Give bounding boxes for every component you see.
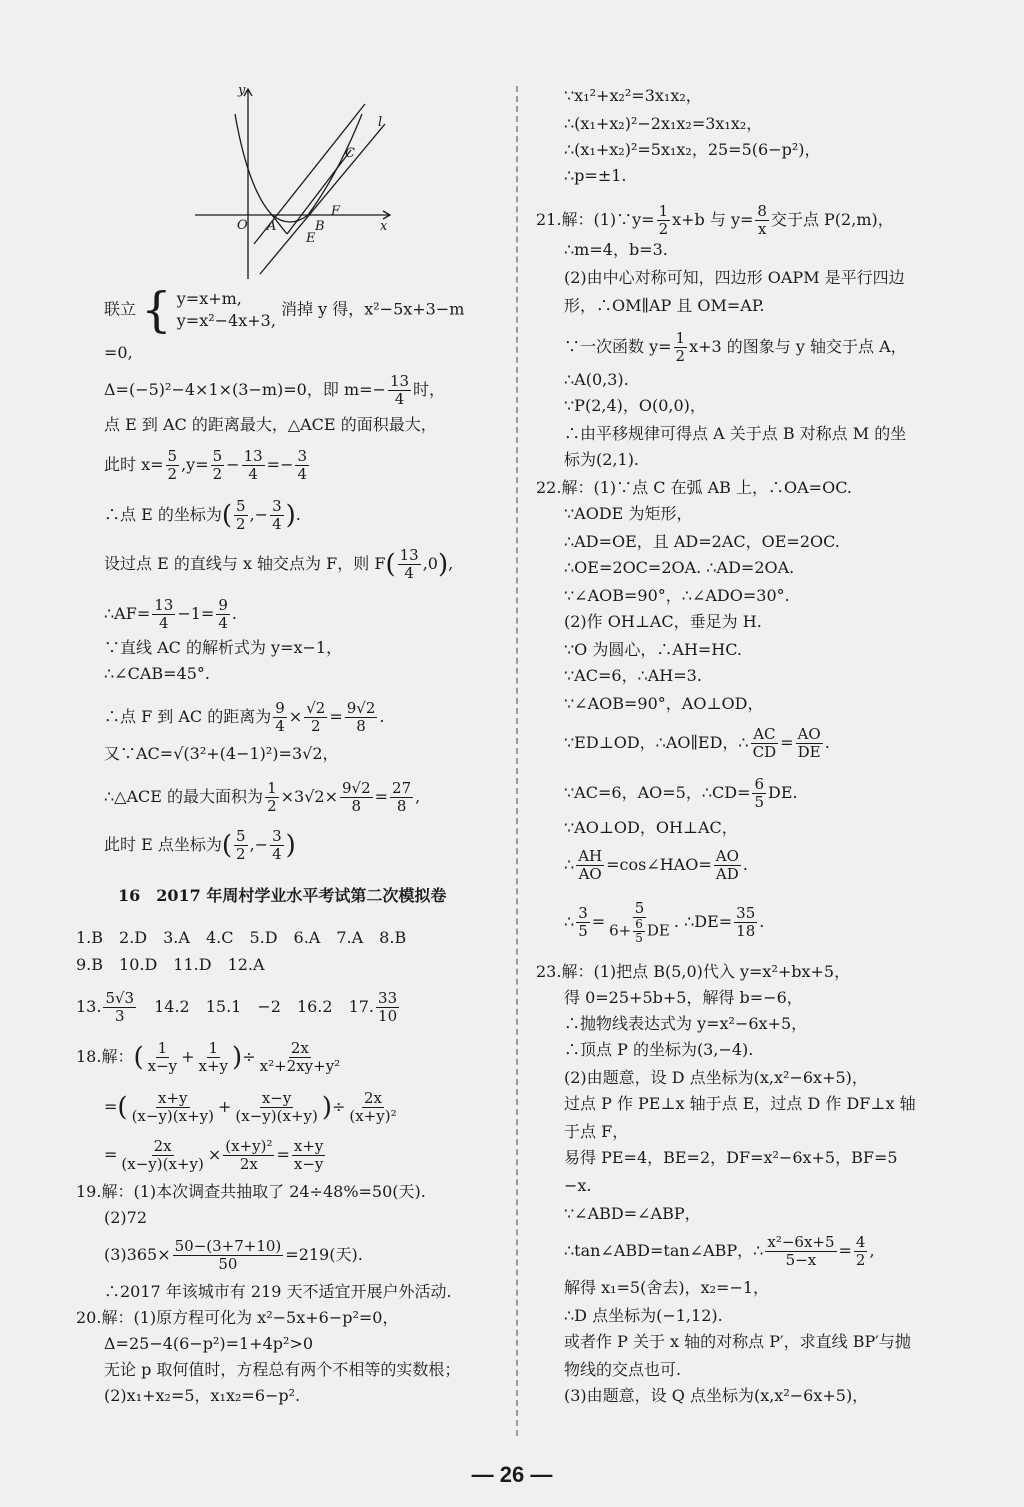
- t: ∵ED⊥OD，∴AO∥ED，∴: [564, 733, 749, 752]
- text-line: ∵∠AOB=90°，AO⊥OD，: [564, 694, 764, 713]
- line-area: [104, 780, 420, 815]
- den: x−y: [293, 1155, 324, 1173]
- text-line: ∵AODE 为矩形，: [564, 504, 693, 523]
- num: x−y: [261, 1089, 292, 1107]
- den: [607, 918, 672, 945]
- t: ,: [415, 787, 421, 806]
- den: CD: [752, 743, 777, 761]
- den: DE: [797, 743, 821, 761]
- num: 13: [389, 372, 410, 390]
- t: .: [231, 604, 237, 623]
- q22-line-10: [564, 726, 830, 761]
- frac: [234, 498, 248, 533]
- text-line: ∵直线 AC 的解析式为 y=x−1，: [104, 638, 343, 657]
- answers-row-3: [76, 990, 401, 1025]
- text-line: 解得 x₁=5(舍去)，x₂=−1，: [564, 1278, 770, 1297]
- t: ,0: [422, 554, 438, 573]
- num: 5: [167, 447, 178, 465]
- line-distance: [104, 700, 384, 735]
- den: 5−x: [785, 1251, 817, 1269]
- t: 13.: [76, 997, 102, 1016]
- num: AH: [578, 847, 603, 865]
- num: 2x: [363, 1089, 382, 1107]
- frac: [576, 905, 590, 940]
- text-line: 或者作 P 关于 x 轴的对称点 P′，求直线 BP′与抛: [564, 1332, 911, 1351]
- den: 5: [754, 793, 765, 811]
- frac: [752, 776, 766, 811]
- t: ÷: [331, 1097, 346, 1116]
- text-line: Δ=25−4(6−p²)=1+4p²>0: [104, 1334, 314, 1353]
- t: =219(天).: [285, 1245, 363, 1264]
- den: 2: [167, 465, 178, 483]
- t: .: [759, 912, 765, 931]
- t: ,−: [249, 835, 269, 854]
- t: =−: [266, 455, 294, 474]
- label-l: l: [378, 115, 383, 130]
- den: (x+y)²: [349, 1107, 397, 1125]
- line-e-coord: [104, 498, 301, 533]
- text-line: ∴顶点 P 的坐标为(3,−4).: [564, 1040, 754, 1059]
- num: 9√2: [346, 699, 376, 717]
- answers-row-2: 9.B 10.D 11.D 12.A: [76, 955, 265, 974]
- den: 4: [297, 465, 308, 483]
- frac: [714, 848, 741, 883]
- frac: [173, 1238, 284, 1273]
- num: 5√3: [105, 989, 135, 1007]
- frac: [146, 1040, 180, 1075]
- t: =cos∠HAO=: [606, 855, 712, 874]
- frac: [234, 828, 248, 863]
- q22-line-14: [564, 900, 764, 945]
- text-line: ∴(x₁+x₂)²=5x₁x₂，25=5(6−p²)，: [564, 140, 821, 159]
- t: ×: [207, 1145, 222, 1164]
- paren: ): [285, 500, 296, 531]
- frac: [166, 448, 180, 483]
- paren: ): [437, 549, 449, 580]
- text-line: (2)作 OH⊥AC，垂足为 H.: [564, 612, 762, 631]
- num: 8: [757, 202, 767, 220]
- frac: [223, 1138, 274, 1173]
- text-line: 标为(2,1).: [564, 450, 640, 469]
- text-line: 23.解：(1)把点 B(5,0)代入 y=x²+bx+5，: [536, 962, 851, 981]
- frac: [607, 900, 672, 945]
- q18-line-3: [104, 1138, 327, 1173]
- den: 4: [275, 717, 285, 735]
- frac: [265, 780, 279, 815]
- num: AC: [753, 725, 776, 743]
- q21-line-5: [564, 330, 907, 365]
- parabola-figure: [190, 84, 400, 284]
- num: 33: [378, 989, 398, 1007]
- num: 50−(3+7+10): [174, 1237, 282, 1255]
- t: 设过点 E 的直线与 x 轴交点为 F，则 F: [104, 554, 386, 573]
- den: 2: [212, 465, 223, 483]
- frac: [633, 918, 645, 945]
- den: 2: [855, 1251, 866, 1269]
- t: .: [742, 855, 748, 874]
- t: =: [591, 912, 606, 931]
- t: ∴: [564, 855, 575, 874]
- num: 2x: [153, 1137, 172, 1155]
- num: AO: [715, 847, 739, 865]
- t: .: [295, 505, 301, 524]
- den: x−y: [147, 1057, 178, 1075]
- text-line: 19.解：(1)本次调查共抽取了 24÷48%=50(天).: [76, 1182, 426, 1201]
- paren: ): [232, 1042, 243, 1073]
- label-a: A: [267, 219, 277, 234]
- frac: [233, 1090, 319, 1125]
- page-number: — 26 —: [471, 1462, 553, 1487]
- text-line: 易得 PE=4，BE=2，DF=x²−6x+5，BF=5: [564, 1148, 898, 1167]
- t: 交于点 P(2,m)，: [770, 210, 894, 229]
- text-line: 无论 p 取何值时，方程总有两个不相等的实数根；: [104, 1360, 461, 1379]
- frac: [674, 330, 688, 365]
- text-line: ∴2017 年该城市有 219 天不适宜开展户外活动.: [104, 1282, 452, 1301]
- num: 9: [218, 596, 228, 614]
- frac: [388, 373, 411, 408]
- frac: [258, 1040, 343, 1075]
- t: 此时 E 点坐标为: [104, 835, 222, 854]
- t: ∴△ACE 的最大面积为: [104, 787, 264, 806]
- t: ×3√2×: [280, 787, 338, 806]
- frac: [755, 203, 769, 238]
- num: 6: [754, 775, 765, 793]
- text-line: ∵AO⊥OD，OH⊥AC，: [564, 818, 738, 837]
- t: ∴AF=: [104, 604, 151, 623]
- den: 8: [396, 797, 407, 815]
- text-line: (2)x₁+x₂=5，x₁x₂=6−p².: [104, 1386, 301, 1405]
- section-title: 16 2017 年周村学业水平考试第二次模拟卷: [118, 886, 447, 905]
- frac: [340, 780, 373, 815]
- frac: [295, 448, 309, 483]
- t: +: [217, 1097, 232, 1116]
- q22-line-11: [564, 776, 798, 811]
- text-line: ∴(x₁+x₂)²−2x₁x₂=3x₁x₂，: [564, 114, 763, 133]
- text-line: (2)由中心对称可知，四边形 OAPM 是平行四边: [564, 268, 905, 287]
- t: =: [838, 1241, 852, 1260]
- text: 联立: [104, 299, 137, 319]
- num: 13: [399, 546, 419, 564]
- t: 6+: [609, 921, 632, 940]
- text-line: ∴m=4，b=3.: [564, 240, 668, 259]
- num: (x+y)²: [225, 1137, 273, 1155]
- frac: [854, 1234, 868, 1269]
- t: 21.解：(1)∵y=: [536, 210, 655, 229]
- t: x+b 与 y=: [672, 210, 754, 229]
- line-xy: [104, 448, 311, 483]
- num: 1: [658, 202, 669, 220]
- den: 4: [272, 845, 282, 863]
- t: ∵一次函数 y=: [564, 337, 672, 356]
- frac: [390, 780, 413, 815]
- den: (x−y)(x+y): [131, 1107, 214, 1125]
- t: ,y=: [181, 455, 209, 474]
- t: 14.2 15.1 −2 16.2 17.: [138, 997, 375, 1016]
- den: AO: [578, 865, 602, 883]
- den: 4: [159, 614, 169, 632]
- t: ,−: [249, 505, 269, 524]
- text-line: 于点 F，: [564, 1122, 629, 1141]
- den: 8: [351, 797, 362, 815]
- eq1: y=x+m,: [176, 289, 242, 308]
- den: 2: [236, 515, 246, 533]
- text-line: ∵P(2,4)，O(0,0)，: [564, 396, 706, 415]
- t: ,: [869, 1241, 875, 1260]
- line-f-def: [104, 547, 453, 582]
- text-line: ∴D 点坐标为(−1,12).: [564, 1306, 723, 1325]
- num: 5: [212, 447, 223, 465]
- t: (3)365×: [104, 1245, 171, 1264]
- num: 27: [392, 779, 412, 797]
- frac: [376, 990, 399, 1025]
- q18-line-1: [76, 1040, 344, 1075]
- text-line: =0,: [104, 343, 133, 362]
- paren: (: [133, 1042, 144, 1073]
- line-af: [104, 597, 237, 632]
- label-b: B: [315, 219, 325, 234]
- frac: [211, 448, 225, 483]
- label-e: E: [306, 231, 316, 246]
- column-divider: [516, 86, 518, 1436]
- num: 6: [635, 917, 643, 931]
- t: ÷: [242, 1047, 256, 1066]
- frac: [304, 700, 327, 735]
- frac: [152, 597, 175, 632]
- text-line: ∴p=±1.: [564, 166, 627, 185]
- paren: (: [221, 500, 233, 531]
- label-x: x: [380, 219, 388, 234]
- frac: [345, 700, 378, 735]
- q23-line-11: [564, 1234, 875, 1269]
- text-line: ∴由平移规律可得点 A 关于点 B 对称点 M 的坐: [564, 424, 907, 443]
- t: ∴tan∠ABD=tan∠ABP，∴: [564, 1241, 764, 1260]
- t: =: [329, 707, 343, 726]
- den: 2: [658, 220, 669, 238]
- paren: ): [285, 830, 296, 861]
- num: 5: [634, 899, 645, 917]
- den: x+y: [198, 1057, 229, 1075]
- num: 13: [154, 596, 174, 614]
- frac: [734, 905, 757, 940]
- den: x: [757, 220, 767, 238]
- text-line: ∴A(0,3).: [564, 370, 629, 389]
- t: +: [181, 1047, 195, 1066]
- text-line: (3)由题意，设 Q 点坐标为(x,x²−6x+5)，: [564, 1386, 869, 1405]
- num: 1: [208, 1039, 219, 1057]
- den: 4: [248, 465, 258, 483]
- t: DE: [646, 921, 670, 940]
- num: 3: [297, 447, 308, 465]
- den: 4: [404, 564, 414, 582]
- label-o: O: [237, 218, 248, 233]
- t: Δ=(−5)²−4×1×(3−m)=0，即 m=−: [104, 380, 386, 399]
- t: .: [824, 733, 830, 752]
- t: ×: [288, 707, 303, 726]
- num: 3: [272, 497, 282, 515]
- text-line: ∴∠CAB=45°.: [104, 664, 210, 683]
- label-y: y: [238, 84, 246, 98]
- frac: [103, 990, 136, 1025]
- text-line: 物线的交点也可.: [564, 1360, 682, 1379]
- num: 3: [272, 827, 282, 845]
- frac: [657, 203, 671, 238]
- t: . ∴DE=: [673, 912, 733, 931]
- t: =: [104, 1145, 118, 1164]
- den: 50: [218, 1255, 238, 1273]
- num: 1: [267, 779, 277, 797]
- num: 1: [675, 329, 686, 347]
- num: 4: [855, 1233, 866, 1251]
- frac: [242, 448, 265, 483]
- label-c: C: [345, 146, 355, 161]
- t: ,: [448, 554, 454, 573]
- num: 35: [736, 904, 756, 922]
- text-line: 22.解：(1)∵点 C 在弧 AB 上，∴OA=OC.: [536, 478, 852, 497]
- den: x²+2xy+y²: [259, 1057, 341, 1075]
- frac: [273, 700, 287, 735]
- t: 18.解：: [76, 1047, 134, 1066]
- text-line: ∴抛物线表达式为 y=x²−6x+5，: [564, 1014, 808, 1033]
- t: 时，: [413, 380, 446, 399]
- text-line: ∵x₁²+x₂²=3x₁x₂，: [564, 86, 702, 105]
- t: ∴点 E 的坐标为: [104, 505, 222, 524]
- t: 此时 x=: [104, 455, 164, 474]
- q18-line-2: [104, 1090, 401, 1125]
- den: 2: [267, 797, 277, 815]
- t: .: [379, 707, 385, 726]
- num: 1: [157, 1039, 168, 1057]
- num: 5: [236, 827, 246, 845]
- frac: [216, 597, 230, 632]
- text-line: ∵AC=6，∴AH=3.: [564, 666, 702, 685]
- system: [177, 288, 276, 332]
- num: 9√2: [341, 779, 371, 797]
- line-simultaneous: [104, 282, 465, 338]
- den: 4: [218, 614, 228, 632]
- frac: [347, 1090, 398, 1125]
- t: =: [780, 733, 794, 752]
- frac: [119, 1138, 205, 1173]
- num: 2x: [290, 1039, 309, 1057]
- t: =: [374, 787, 389, 806]
- text-line: ∵∠ABD=∠ABP，: [564, 1204, 701, 1223]
- text-line: 点 E 到 AC 的距离最大，△ACE 的面积最大，: [104, 415, 437, 434]
- text-line: ∵O 为圆心，∴AH=HC.: [564, 640, 743, 659]
- t: ∴点 F 到 AC 的距离为: [104, 707, 272, 726]
- text-line: 20.解：(1)原方程可化为 x²−5x+6−p²=0，: [76, 1308, 399, 1327]
- text: 消掉 y 得，x²−5x+3−m: [281, 299, 465, 319]
- num: 5: [236, 497, 246, 515]
- text-line: 过点 P 作 PE⊥x 轴于点 E，过点 D 作 DF⊥x 轴: [564, 1094, 916, 1113]
- text-line: ∴OE=2OC=2OA. ∴AD=2OA.: [564, 558, 795, 577]
- den: 5: [578, 922, 588, 940]
- t: =: [104, 1097, 118, 1116]
- frac: [576, 848, 604, 883]
- den: 4: [272, 515, 282, 533]
- t: −1=: [177, 604, 215, 623]
- text-line: ∴AD=OE，且 AD=2AC，OE=2OC.: [564, 532, 840, 551]
- frac: [765, 1234, 836, 1269]
- den: (x−y)(x+y): [121, 1155, 204, 1173]
- line-e-final: [104, 828, 296, 863]
- num: 9: [275, 699, 285, 717]
- den: 3: [115, 1007, 125, 1025]
- q19-line-3: [104, 1238, 363, 1273]
- label-f: F: [331, 204, 341, 219]
- t: ∴: [564, 912, 575, 931]
- num: x+y: [293, 1137, 324, 1155]
- den: 2x: [239, 1155, 258, 1173]
- num: 3: [578, 904, 588, 922]
- paren: (: [221, 830, 233, 861]
- den: 2: [675, 347, 686, 365]
- brace: {: [141, 282, 172, 338]
- num: x+y: [158, 1089, 188, 1107]
- t: DE.: [768, 783, 798, 802]
- parabola-curve: [235, 114, 362, 222]
- den: 5: [635, 931, 643, 945]
- den: 2: [310, 717, 321, 735]
- paren: (: [385, 549, 396, 580]
- text-line: (2)72: [104, 1208, 148, 1227]
- q22-line-13: [564, 848, 748, 883]
- num: x²−6x+5: [767, 1233, 835, 1251]
- frac: [130, 1090, 216, 1125]
- num: √2: [306, 699, 326, 717]
- paren: ): [321, 1092, 332, 1123]
- frac: [270, 828, 284, 863]
- den: 18: [736, 922, 756, 940]
- text-line: −x.: [564, 1176, 592, 1195]
- den: 2: [236, 845, 246, 863]
- text-line: 形，∴OM∥AP 且 OM=AP.: [564, 296, 765, 315]
- line-l: [260, 124, 385, 274]
- paren: (: [117, 1092, 128, 1123]
- den: 4: [394, 390, 405, 408]
- num: AO: [797, 725, 821, 743]
- den: AD: [715, 865, 739, 883]
- t: −: [226, 455, 240, 474]
- t: x+3 的图象与 y 轴交于点 A，: [689, 337, 907, 356]
- frac: [270, 498, 284, 533]
- eq2: y=x²−4x+3,: [176, 311, 276, 330]
- frac: [796, 726, 823, 761]
- answers-row-1: 1.B 2.D 3.A 4.C 5.D 6.A 7.A 8.B: [76, 928, 407, 947]
- frac: [292, 1138, 326, 1173]
- frac: [751, 726, 779, 761]
- den: 10: [378, 1007, 398, 1025]
- t: =: [276, 1145, 290, 1164]
- line-delta: [104, 373, 445, 408]
- text-line: 又∵AC=√(3²+(4−1)²)=3√2，: [104, 744, 339, 763]
- t: ∵AC=6，AO=5，∴CD=: [564, 783, 751, 802]
- den: 8: [356, 717, 366, 735]
- frac: [398, 547, 421, 582]
- num: 13: [243, 447, 263, 465]
- frac: [197, 1040, 231, 1075]
- text-line: ∵∠AOB=90°，∴∠ADO=30°.: [564, 586, 790, 605]
- den: (x−y)(x+y): [235, 1107, 318, 1125]
- q21-line-1: [536, 203, 894, 238]
- text-line: (2)由题意，设 D 点坐标为(x,x²−6x+5)，: [564, 1068, 868, 1087]
- text-line: 得 0=25+5b+5，解得 b=−6，: [564, 988, 803, 1007]
